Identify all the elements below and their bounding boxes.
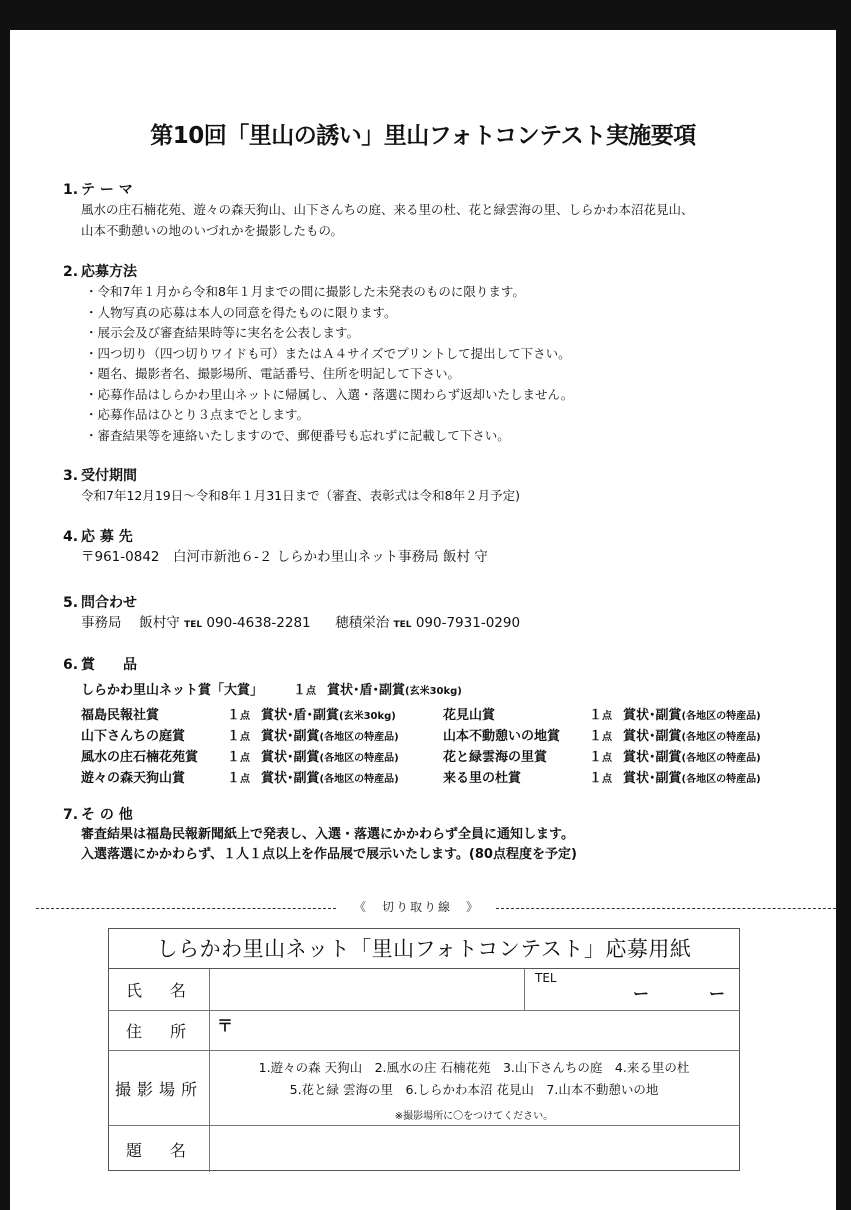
prize-extra: (各地区の特産品) [319,774,399,785]
prize-count-number: １ [227,771,241,786]
section-other [63,805,823,865]
section-number: 2. [63,264,79,280]
prize-count-number: １ [227,708,241,723]
method-item: ・応募作品はひとり３点までとします。 [85,407,310,422]
section-contact [63,593,823,634]
contact-name: 穂積栄治 [335,615,390,631]
section-number: 4. [63,529,79,545]
section-heading [63,466,823,486]
prize-count [293,680,316,702]
prize-award [261,768,399,790]
prize-count-number: １ [227,729,241,744]
prize-count-unit: 点 [602,711,613,722]
prize-award-text: 賞状･副賞 [261,729,320,744]
prize-extra: (玄米30kg) [339,711,396,722]
tel-label: TEL [393,620,412,630]
tel-separator: ー [709,984,726,1003]
form-row-name [109,969,739,1011]
prize-name: 花見山賞 [443,708,496,723]
tel-label: TEL [535,971,557,985]
prize-count [589,747,612,769]
address-field[interactable] [209,1011,739,1050]
cut-line-dash [36,908,336,909]
section-number: 7. [63,807,79,823]
address-label: 住 所 [109,1011,210,1050]
prize-count-unit: 点 [240,732,251,743]
prize-table [81,705,821,789]
prize-award-text: 賞状･副賞 [623,771,682,786]
tel-field[interactable] [524,969,741,1010]
theme-line: 風水の庄石楠花苑、遊々の森天狗山、山下さんちの庭、来る里の杜、花と緑雲海の里、しらかわ本沼花見山、 [81,202,694,217]
prize-count [227,726,250,748]
prize-row [81,768,821,789]
prize-name: 福島民報社賞 [81,708,160,723]
prize-award-text: 賞状･副賞 [623,750,682,765]
prize-name: しらかわ里山ネット賞「大賞」 [81,683,264,698]
name-label: 氏 名 [109,969,210,1010]
place-line: 5.花と緑 雲海の里 6.しらかわ本沼 花見山 7.山本不動憩いの地 [289,1082,659,1097]
address-text: 〒961-0842 白河市新池６‐２ しらかわ里山ネット事務局 飯村 守 [81,549,488,565]
section-number: 3. [63,468,79,484]
prize-count-unit: 点 [240,774,251,785]
postal-mark: 〒 [217,1016,234,1035]
section-title: 問合わせ [81,595,137,611]
prize-extra: (各地区の特産品) [681,774,761,785]
other-line: 入選落選にかかわらず、１人１点以上を作品展で展示いたします。(80点程度を予定) [81,847,577,862]
prize-award [623,705,761,727]
prize-count-unit: 点 [602,774,613,785]
prize-name: 来る里の杜賞 [443,771,522,786]
section-title: 受付期間 [81,468,137,484]
place-list [209,1057,739,1101]
method-item: ・人物写真の応募は本人の同意を得たものに限ります。 [85,304,397,320]
prize-count [227,747,250,769]
section-title: 応募方法 [81,264,137,280]
prize-award-text: 賞状･盾･副賞 [261,708,340,723]
section-number: 5. [63,595,79,611]
section-title: 賞 品 [81,657,137,673]
section-heading [63,180,823,200]
prize-count-unit: 点 [240,753,251,764]
page-title: 第10回「里山の誘い」里山フォトコンテスト実施要項 [150,123,696,149]
section-title: テ ー マ [81,182,133,198]
prize-extra: (各地区の特産品) [319,732,399,743]
prize-extra: (各地区の特産品) [681,732,761,743]
cut-line-dash [496,908,836,909]
section-theme [63,180,823,241]
section-heading [63,805,823,825]
prize-award [261,705,396,727]
prize-count-number: １ [589,750,603,765]
prize-award [623,768,761,790]
prize-extra: (各地区の特産品) [681,753,761,764]
prize-name: 風水の庄石楠花苑賞 [81,750,199,765]
prize-count-unit: 点 [602,753,613,764]
section-prizes [63,655,823,675]
prize-count-number: １ [589,729,603,744]
method-item: ・審査結果等を連絡いたしますので、郵便番号も忘れずに記載して下さい。 [85,427,510,443]
prize-count [227,768,250,790]
prize-row [81,705,821,726]
prize-name: 山下さんちの庭賞 [81,729,186,744]
method-item: ・題名、撮影者名、撮影場所、電話番号、住所を明記して下さい。 [85,366,461,381]
prize-award-text: 賞状･副賞 [623,708,682,723]
method-item: ・展示会及び審査結果時等に実名を公表します。 [85,325,360,340]
prize-extra: (各地区の特産品) [319,753,399,764]
prize-count [589,705,612,727]
work-title-field[interactable] [209,1126,739,1172]
place-note: ※撮影場所に〇をつけてください。 [394,1111,554,1122]
section-period [63,466,823,507]
prize-award-text: 賞状･副賞 [261,750,320,765]
method-item: ・応募作品はしらかわ里山ネットに帰属し、入選・落選に関わらず返却いたしません。 [85,386,574,402]
prize-name: 山本不動憩いの地賞 [443,729,561,744]
cut-line [36,898,836,918]
name-field[interactable] [209,969,739,1010]
section-heading [63,527,823,547]
entry-form [108,928,740,1171]
section-method [63,262,823,446]
prize-award-text: 賞状･盾･副賞 [327,683,406,698]
prize-award-text: 賞状･副賞 [261,771,320,786]
prize-row [81,680,821,701]
section-number: 1. [63,182,79,198]
prize-row [81,747,821,768]
prize-count [227,705,250,727]
grand-prize-row [81,680,821,701]
prize-count [589,726,612,748]
prize-count-unit: 点 [306,686,317,697]
prize-extra: (各地区の特産品) [681,711,761,722]
guidelines-page [10,30,836,1210]
method-item: ・四つ切り（四つ切りワイドも可）またはＡ４サイズでプリントして提出して下さい。 [85,345,571,361]
prize-name: 花と緑雲海の里賞 [443,750,548,765]
tel-label: TEL [184,620,203,630]
place-line: 1.遊々の森 天狗山 2.風水の庄 石楠花苑 3.山下さんちの庭 4.来る里の杜 [258,1060,690,1075]
prize-name: 遊々の森天狗山賞 [81,771,186,786]
section-title: 応 募 先 [81,529,133,545]
contact-phone: 090-4638-2281 [206,615,311,631]
prize-count-number: １ [589,708,603,723]
form-title: しらかわ里山ネット「里山フォトコンテスト」応募用紙 [109,929,739,969]
contact-phone: 090-7931-0290 [415,615,521,631]
cut-line-label: 《 切り取り線 》 [354,900,481,914]
period-text: 令和7年12月19日～令和8年１月31日まで（審査、表彰式は令和8年２月予定) [81,488,520,503]
contact-line [63,613,823,634]
prize-award [261,726,399,748]
section-heading [63,262,823,282]
place-options[interactable] [209,1051,739,1125]
section-address [63,527,823,568]
form-row-address [109,1011,739,1051]
prize-count-unit: 点 [602,732,613,743]
form-row-title [109,1126,739,1172]
prize-extra: (玄米30kg) [405,686,462,697]
method-item: ・令和7年１月から令和8年１月までの間に撮影した未発表のものに限ります。 [85,284,525,299]
prize-award [623,726,761,748]
prize-count-unit: 点 [240,711,251,722]
form-row-place [109,1051,739,1126]
office-label: 事務局 [81,615,122,631]
prize-count-number: １ [589,771,603,786]
prize-count [589,768,612,790]
prize-award [623,747,761,769]
place-label: 撮影場所 [109,1051,210,1125]
tel-separator: ー [633,984,650,1003]
section-heading [63,655,823,675]
section-number: 6. [63,657,79,673]
work-title-label: 題 名 [109,1126,210,1172]
prize-count-number: １ [293,683,307,698]
section-title: そ の 他 [81,807,133,823]
section-heading [63,593,823,613]
theme-line: 山本不動憩いの地のいづれかを撮影したもの。 [81,222,344,238]
other-line: 審査結果は福島民報新聞紙上で発表し、入選・落選にかかわらず全員に通知します。 [81,827,574,842]
prize-award [327,680,462,702]
prize-row [81,726,821,747]
contact-name: 飯村守 [139,615,180,631]
prize-count-number: １ [227,750,241,765]
prize-award-text: 賞状･副賞 [623,729,682,744]
prize-award [261,747,399,769]
